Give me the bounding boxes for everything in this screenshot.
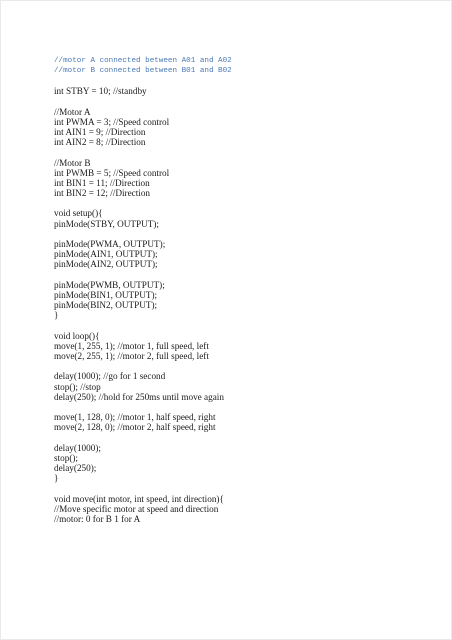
code-line: delay(1000); (54, 442, 101, 453)
code-line: } (54, 473, 59, 484)
code-line: move(2, 128, 0); //motor 2, half speed, right (54, 422, 216, 433)
code-line: move(1, 128, 0); //motor 1, half speed, right (54, 412, 216, 423)
code-line: delay(250); //hold for 250ms until move again (54, 391, 224, 402)
code-line: pinMode(BIN1, OUTPUT); (54, 289, 158, 300)
code-line: pinMode(PWMB, OUTPUT); (54, 279, 165, 290)
code-line: //motor: 0 for B 1 for A (54, 514, 141, 525)
code-line: //Move specific motor at speed and direction (54, 503, 219, 514)
blank-line (54, 361, 414, 371)
code-line: int BIN2 = 12; //Direction (54, 188, 151, 199)
code-line: stop(); (54, 452, 78, 463)
blank-line (54, 321, 414, 331)
code-line: } (54, 310, 59, 321)
code-line: int AIN1 = 9; //Direction (54, 126, 146, 137)
blank-line (54, 402, 414, 412)
code-line: pinMode(PWMA, OUTPUT); (54, 239, 166, 249)
code-line: void move(int motor, int speed, int direction){ (54, 493, 224, 504)
code-line: pinMode(AIN2, OUTPUT); (54, 259, 158, 270)
code-line: stop(); //stop (54, 381, 101, 392)
code-line: void loop(){ (54, 330, 100, 341)
blank-line (54, 433, 414, 443)
code-line: move(2, 255, 1); //motor 2, full speed, left (54, 351, 209, 362)
code-line: int AIN2 = 8; //Direction (54, 137, 146, 148)
blank-line (54, 484, 414, 494)
code-line: void setup(){ (54, 208, 103, 219)
code-line: int PWMB = 5; //Speed control (54, 167, 170, 178)
comment-line-motor-a: //motor A connected between A01 and A02 (54, 57, 232, 65)
blank-line (54, 270, 414, 280)
code-line: pinMode(STBY, OUTPUT); (54, 218, 159, 229)
code-lines (54, 76, 414, 524)
blank-line (54, 76, 414, 86)
code-line: move(1, 255, 1); //motor 1, full speed, left (54, 340, 209, 351)
code-line: int STBY = 10; //standby (54, 86, 147, 97)
comment-line-motor-b: //motor B connected between B01 and B02 (54, 67, 232, 75)
code-line: delay(1000); //go for 1 second (54, 371, 166, 382)
blank-line (54, 229, 414, 239)
code-line: //Motor A (54, 106, 91, 117)
code-listing (54, 56, 414, 524)
code-line: int PWMA = 3; //Speed control (54, 116, 170, 127)
code-line: int BIN1 = 11; //Direction (54, 177, 150, 188)
code-line: pinMode(AIN1, OUTPUT); (54, 249, 158, 260)
code-line: pinMode(BIN2, OUTPUT); (54, 300, 158, 311)
code-line: delay(250); (54, 463, 97, 474)
blank-line (54, 198, 414, 208)
blank-line (54, 147, 414, 157)
code-line: //Motor B (54, 157, 91, 168)
blank-line (54, 96, 414, 106)
